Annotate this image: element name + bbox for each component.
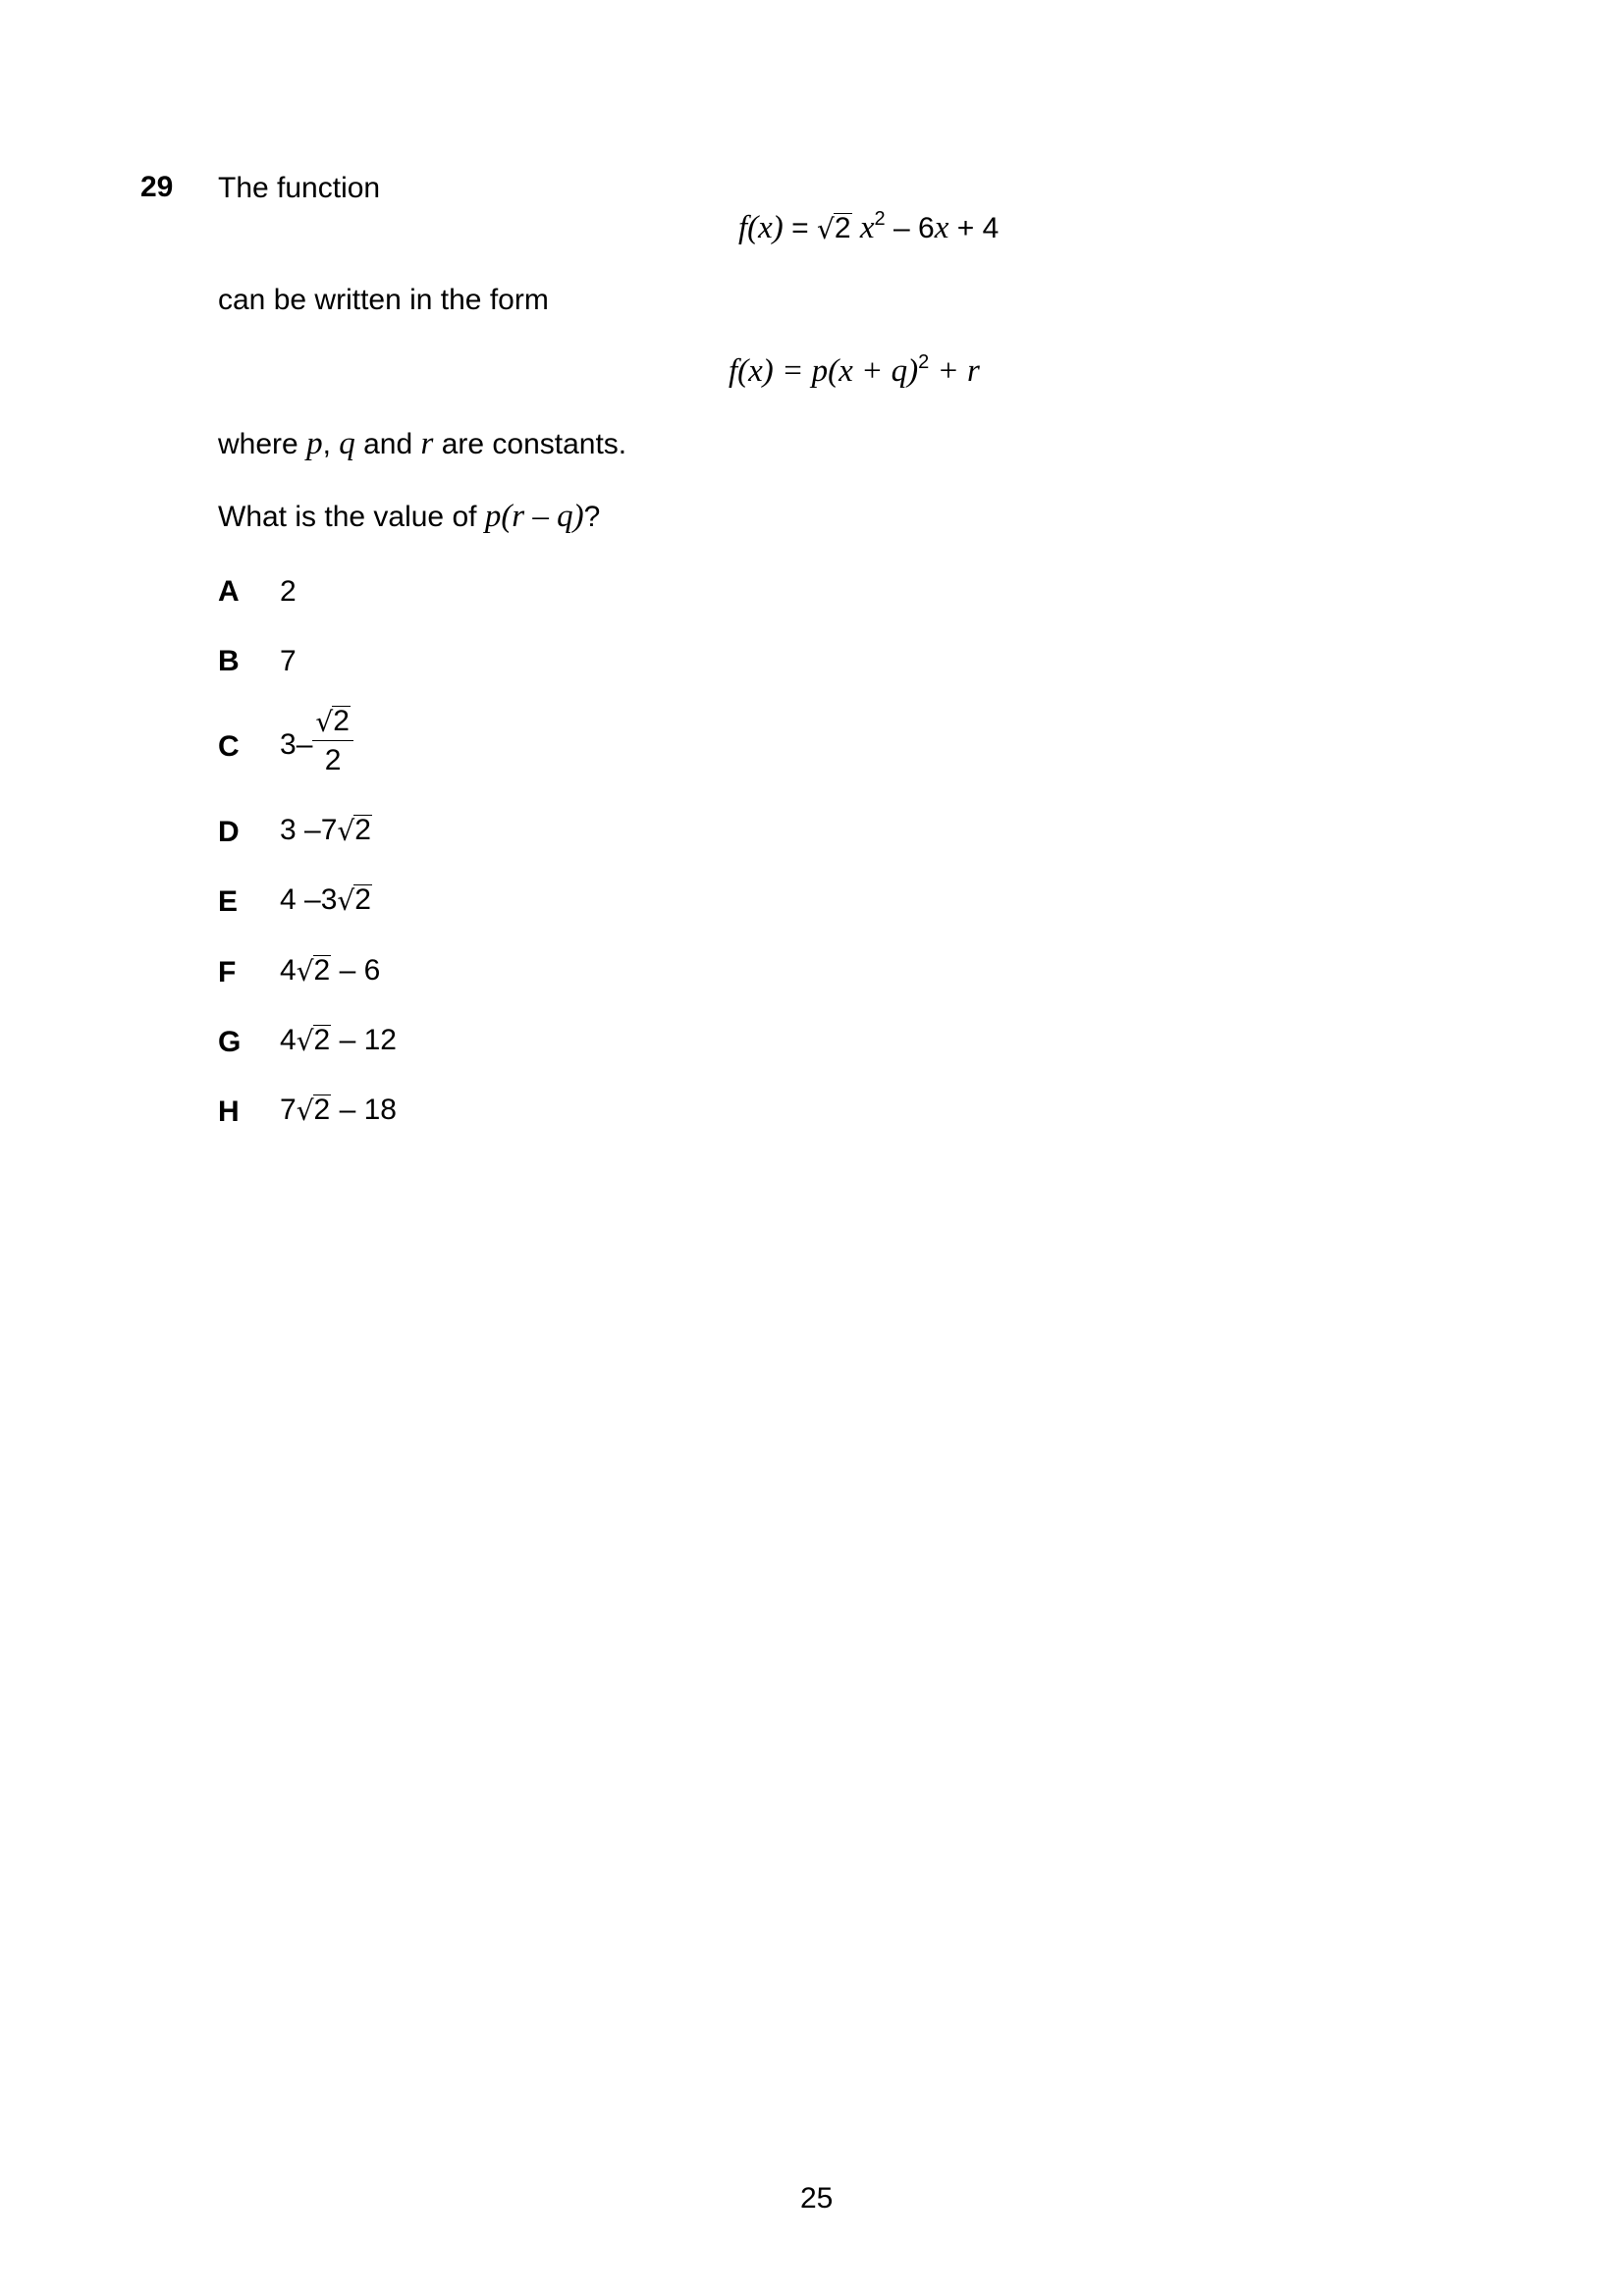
option-g-root: 2 <box>313 1024 331 1056</box>
form-intro: can be written in the form <box>218 284 549 316</box>
option-text-g <box>280 1024 397 1057</box>
equation2-mid: = p(x + q) <box>782 353 919 389</box>
option-g-pre: 4 <box>280 1024 297 1056</box>
option-text-e <box>280 883 372 917</box>
equation1-var: x <box>859 210 875 245</box>
option-f-pre: 4 <box>280 954 297 987</box>
equation1-plus: + 4 <box>956 212 1000 244</box>
option-f-root: 2 <box>313 954 331 987</box>
option-letter-g: G <box>218 1026 242 1058</box>
option-d-root: 2 <box>354 814 371 846</box>
ask-expression: p(r – q) <box>484 499 584 534</box>
option-g-post: – 12 <box>339 1024 397 1056</box>
option-text-d <box>280 814 372 847</box>
option-letter-b: B <box>218 645 240 677</box>
equation1-eq: = <box>791 212 809 244</box>
equation-function <box>738 208 999 251</box>
var-r: r <box>420 426 434 461</box>
option-letter-d: D <box>218 816 240 848</box>
equation2-power: 2 <box>918 351 930 373</box>
sqrt-symbol: √2 <box>296 1024 331 1057</box>
option-c-fraction <box>312 705 353 778</box>
option-text-b: 7 <box>280 645 297 677</box>
option-letter-h: H <box>218 1095 240 1128</box>
option-h-post: – 18 <box>339 1094 397 1126</box>
sqrt-symbol: √2 <box>315 705 350 738</box>
sqrt-symbol: √2 <box>817 212 851 245</box>
option-text-f <box>280 954 380 988</box>
ask-prefix: What is the value of <box>218 501 477 533</box>
option-d-pre: 3 –7 <box>280 814 338 846</box>
option-text-c <box>280 707 353 780</box>
var-q: q <box>339 426 355 461</box>
option-e-root: 2 <box>354 883 371 916</box>
equation2-tail: + r <box>937 353 980 389</box>
option-e-pre: 4 –3 <box>280 883 338 916</box>
page-number: 25 <box>800 2182 834 2215</box>
question-intro: The function <box>218 172 381 204</box>
var-p: p <box>306 426 323 461</box>
option-f-post: – 6 <box>339 954 381 987</box>
option-letter-c: C <box>218 730 240 763</box>
question-ask <box>218 499 600 535</box>
and-word: and <box>363 428 413 460</box>
option-c-whole: 3 <box>280 728 297 762</box>
option-letter-f: F <box>218 956 237 988</box>
equation2-lhs: f(x) <box>729 353 774 389</box>
equation1-power: 2 <box>874 208 886 230</box>
option-letter-a: A <box>218 575 240 608</box>
where-prefix: where <box>218 428 298 460</box>
equation1-lhs: f(x) <box>738 210 784 245</box>
sqrt-symbol: √2 <box>337 883 371 917</box>
equation1-var2: x <box>934 210 949 245</box>
sqrt-symbol: √2 <box>337 814 371 847</box>
ask-suffix: ? <box>583 501 601 533</box>
where-suffix: are constants. <box>441 428 627 460</box>
question-number: 29 <box>140 171 174 203</box>
option-text-h <box>280 1094 397 1127</box>
equation1-root: 2 <box>834 212 851 244</box>
equation1-minus: – 6 <box>893 212 935 244</box>
option-h-pre: 7 <box>280 1094 297 1126</box>
option-letter-e: E <box>218 885 239 918</box>
option-text-a: 2 <box>280 575 297 608</box>
sqrt-symbol: √2 <box>296 954 331 988</box>
option-c-numerator: 2 <box>333 705 350 737</box>
option-c-minus: – <box>296 728 313 762</box>
option-h-root: 2 <box>313 1094 331 1126</box>
equation-form <box>729 351 980 395</box>
option-c-denominator: 2 <box>324 744 342 776</box>
constants-statement <box>218 426 626 462</box>
sqrt-symbol: √2 <box>296 1094 331 1127</box>
comma: , <box>322 428 331 460</box>
